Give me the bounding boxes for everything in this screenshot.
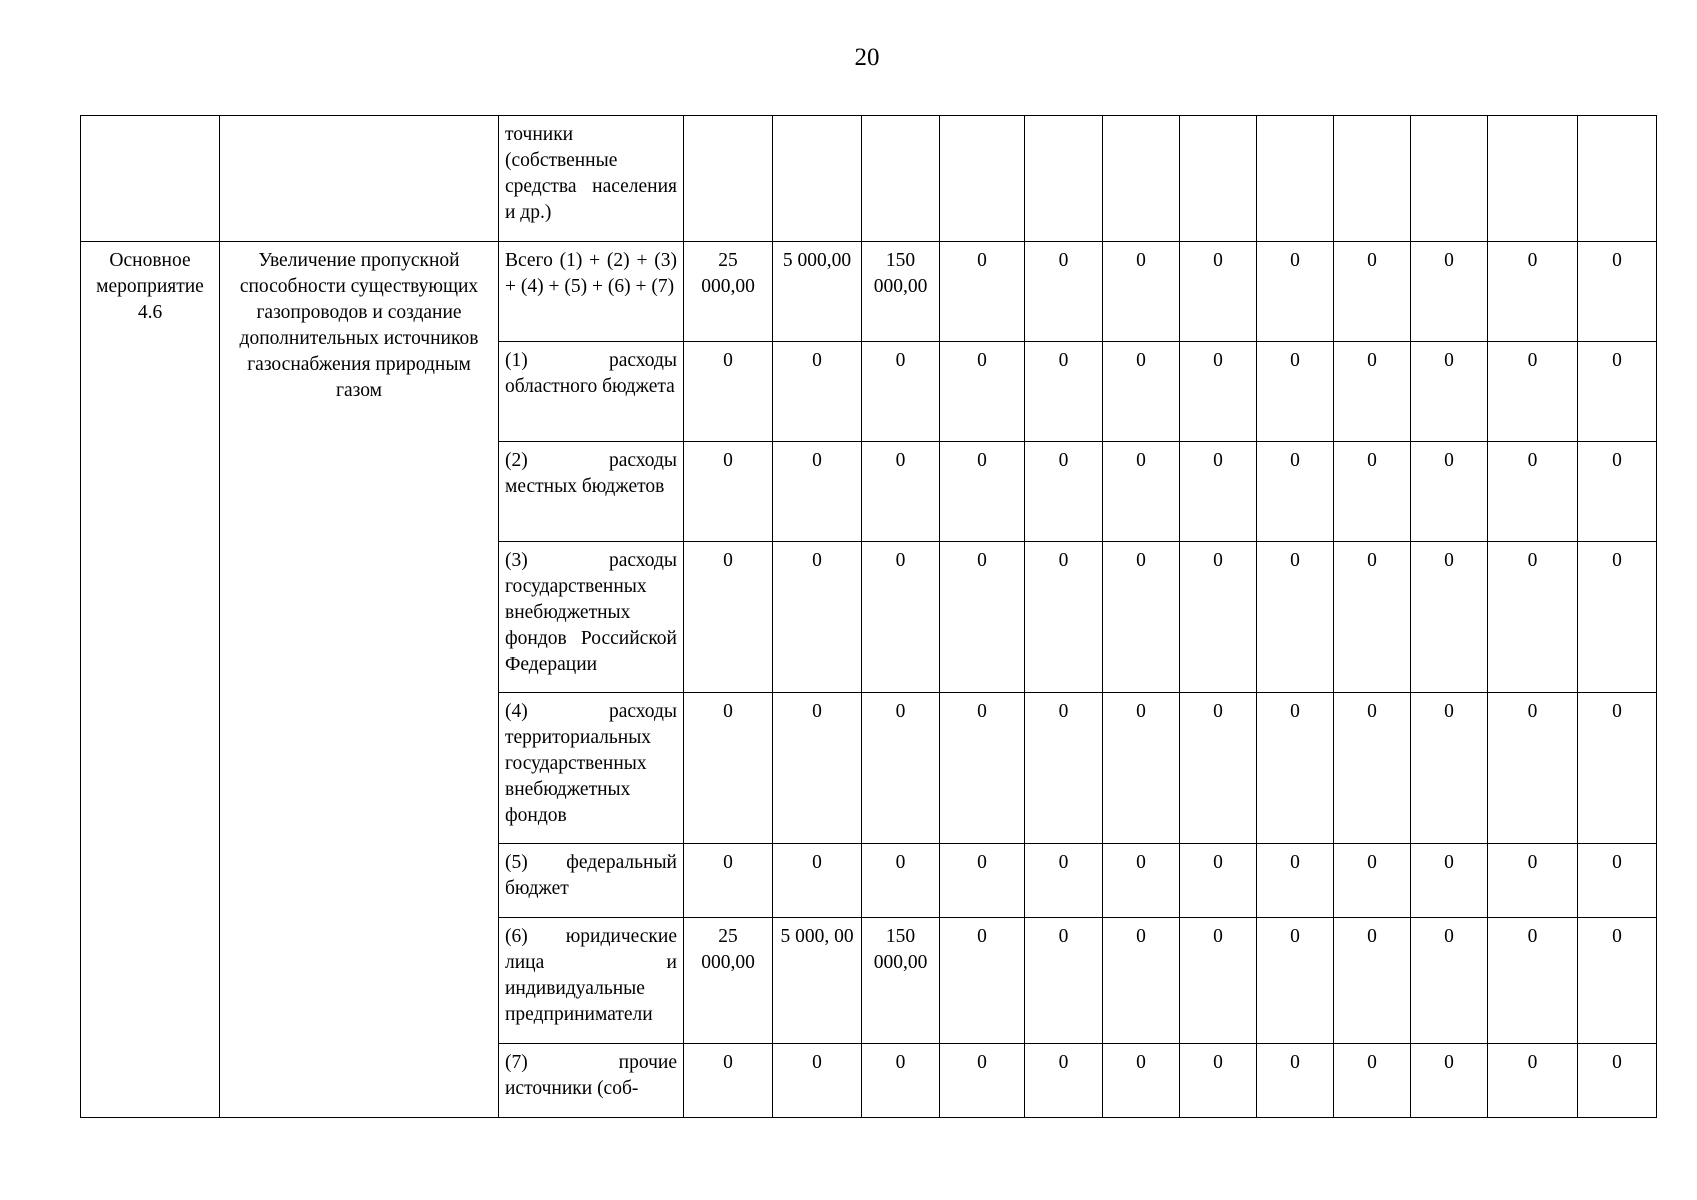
value-cell: 0 — [1334, 242, 1411, 342]
value-cell: 0 — [1578, 1044, 1657, 1118]
value-cell: 0 — [1025, 242, 1103, 342]
value-cell: 0 — [1257, 242, 1334, 342]
funding-source-label: (3) расходы государственных внебюджетных фондов Российской Федерации — [499, 542, 684, 693]
value-cell: 0 — [862, 542, 940, 693]
table-cell — [862, 116, 940, 242]
value-cell: 0 — [1257, 442, 1334, 542]
funding-source-label: (5) федеральный бюджет — [499, 844, 684, 918]
value-cell: 0 — [862, 442, 940, 542]
value-cell: 5 000, 00 — [773, 918, 862, 1044]
table-cell — [1025, 116, 1103, 242]
value-cell: 0 — [1578, 542, 1657, 693]
value-cell: 0 — [1180, 242, 1257, 342]
value-cell: 0 — [1334, 1044, 1411, 1118]
value-cell: 0 — [1025, 844, 1103, 918]
value-cell: 0 — [1025, 1044, 1103, 1118]
value-cell: 0 — [1334, 542, 1411, 693]
value-cell: 0 — [1334, 442, 1411, 542]
value-cell: 0 — [1025, 542, 1103, 693]
value-cell: 0 — [1103, 442, 1180, 542]
value-cell: 0 — [1578, 242, 1657, 342]
value-cell: 0 — [1025, 693, 1103, 844]
value-cell: 0 — [684, 693, 773, 844]
value-cell: 0 — [1411, 542, 1488, 693]
value-cell: 0 — [1411, 342, 1488, 442]
value-cell: 0 — [1578, 342, 1657, 442]
value-cell: 0 — [1488, 542, 1578, 693]
value-cell: 0 — [1334, 342, 1411, 442]
value-cell: 0 — [1180, 693, 1257, 844]
value-cell: 0 — [1411, 693, 1488, 844]
value-cell: 0 — [1578, 844, 1657, 918]
value-cell: 0 — [1180, 844, 1257, 918]
value-cell: 0 — [1488, 242, 1578, 342]
value-cell: 0 — [1488, 442, 1578, 542]
event-name-cell: Основное мероприятие 4.6 — [81, 242, 220, 1118]
value-cell: 0 — [773, 542, 862, 693]
table-cell: точники (собственные средства населения и др.) — [499, 116, 684, 242]
value-cell: 0 — [684, 342, 773, 442]
value-cell: 0 — [1411, 242, 1488, 342]
table-row — [81, 116, 1657, 242]
value-cell: 0 — [684, 542, 773, 693]
value-cell: 0 — [940, 844, 1025, 918]
value-cell: 0 — [1257, 844, 1334, 918]
value-cell: 0 — [862, 844, 940, 918]
value-cell: 0 — [862, 693, 940, 844]
funding-source-label: (6) юридические лица и индивидуальные предприниматели — [499, 918, 684, 1044]
value-cell: 0 — [684, 1044, 773, 1118]
value-cell: 0 — [1411, 1044, 1488, 1118]
value-cell: 0 — [1103, 844, 1180, 918]
funding-source-label: (2) расходы местных бюджетов — [499, 442, 684, 542]
value-cell: 0 — [1103, 542, 1180, 693]
value-cell: 0 — [1103, 242, 1180, 342]
table-cell — [1103, 116, 1180, 242]
value-cell: 0 — [1578, 693, 1657, 844]
table-cell — [1257, 116, 1334, 242]
value-cell: 25 000,00 — [684, 918, 773, 1044]
value-cell: 0 — [1103, 1044, 1180, 1118]
value-cell: 0 — [940, 542, 1025, 693]
value-cell: 0 — [1488, 342, 1578, 442]
funding-source-label: (1) расходы областного бюджета — [499, 342, 684, 442]
value-cell: 0 — [1180, 342, 1257, 442]
value-cell: 0 — [773, 342, 862, 442]
value-cell: 0 — [862, 342, 940, 442]
value-cell: 150 000,00 — [862, 918, 940, 1044]
funding-source-label: (7) прочие источники (соб- — [499, 1044, 684, 1118]
value-cell: 0 — [1257, 342, 1334, 442]
table-cell — [1411, 116, 1488, 242]
table-cell — [81, 116, 220, 242]
value-cell: 0 — [1334, 918, 1411, 1044]
value-cell: 0 — [1180, 542, 1257, 693]
table-cell — [1578, 116, 1657, 242]
value-cell: 0 — [1180, 442, 1257, 542]
table-cell — [1488, 116, 1578, 242]
value-cell: 0 — [1025, 442, 1103, 542]
table-cell — [1180, 116, 1257, 242]
value-cell: 0 — [773, 693, 862, 844]
funding-source-label: (4) расходы территориальных государственных внебюджетных фондов — [499, 693, 684, 844]
value-cell: 0 — [1257, 693, 1334, 844]
value-cell: 0 — [773, 442, 862, 542]
event-description-cell: Увеличение пропускной способности существующих газопроводов и создание дополнительных источников газоснабжения природным газом — [220, 242, 499, 1118]
value-cell: 0 — [1257, 918, 1334, 1044]
value-cell: 0 — [1257, 1044, 1334, 1118]
value-cell: 0 — [1025, 918, 1103, 1044]
value-cell: 0 — [1257, 542, 1334, 693]
value-cell: 0 — [1411, 918, 1488, 1044]
value-cell: 0 — [1103, 693, 1180, 844]
value-cell: 0 — [1488, 844, 1578, 918]
table-cell — [940, 116, 1025, 242]
value-cell: 25 000,00 — [684, 242, 773, 342]
table-cell — [220, 116, 499, 242]
value-cell: 0 — [940, 242, 1025, 342]
value-cell: 0 — [1411, 844, 1488, 918]
funding-table — [80, 115, 1657, 1118]
funding-source-label: Всего (1) + (2) + (3) + (4) + (5) + (6) + (7) — [499, 242, 684, 342]
value-cell: 0 — [1103, 342, 1180, 442]
value-cell: 0 — [1334, 844, 1411, 918]
table-cell — [1334, 116, 1411, 242]
value-cell: 0 — [1334, 693, 1411, 844]
table-cell — [773, 116, 862, 242]
page-number: 20 — [854, 44, 880, 71]
value-cell: 0 — [862, 1044, 940, 1118]
value-cell: 0 — [1578, 918, 1657, 1044]
value-cell: 0 — [1411, 442, 1488, 542]
value-cell: 0 — [940, 693, 1025, 844]
value-cell: 0 — [773, 1044, 862, 1118]
table-cell — [684, 116, 773, 242]
value-cell: 5 000,00 — [773, 242, 862, 342]
value-cell: 0 — [1180, 918, 1257, 1044]
value-cell: 0 — [940, 442, 1025, 542]
value-cell: 0 — [1488, 693, 1578, 844]
value-cell: 0 — [940, 918, 1025, 1044]
value-cell: 0 — [1180, 1044, 1257, 1118]
value-cell: 0 — [940, 1044, 1025, 1118]
value-cell: 0 — [1488, 1044, 1578, 1118]
table-row — [81, 242, 1657, 342]
value-cell: 0 — [1488, 918, 1578, 1044]
value-cell: 0 — [684, 844, 773, 918]
value-cell: 0 — [684, 442, 773, 542]
value-cell: 0 — [1103, 918, 1180, 1044]
value-cell: 0 — [1578, 442, 1657, 542]
value-cell: 0 — [773, 844, 862, 918]
value-cell: 150 000,00 — [862, 242, 940, 342]
value-cell: 0 — [1025, 342, 1103, 442]
value-cell: 0 — [940, 342, 1025, 442]
